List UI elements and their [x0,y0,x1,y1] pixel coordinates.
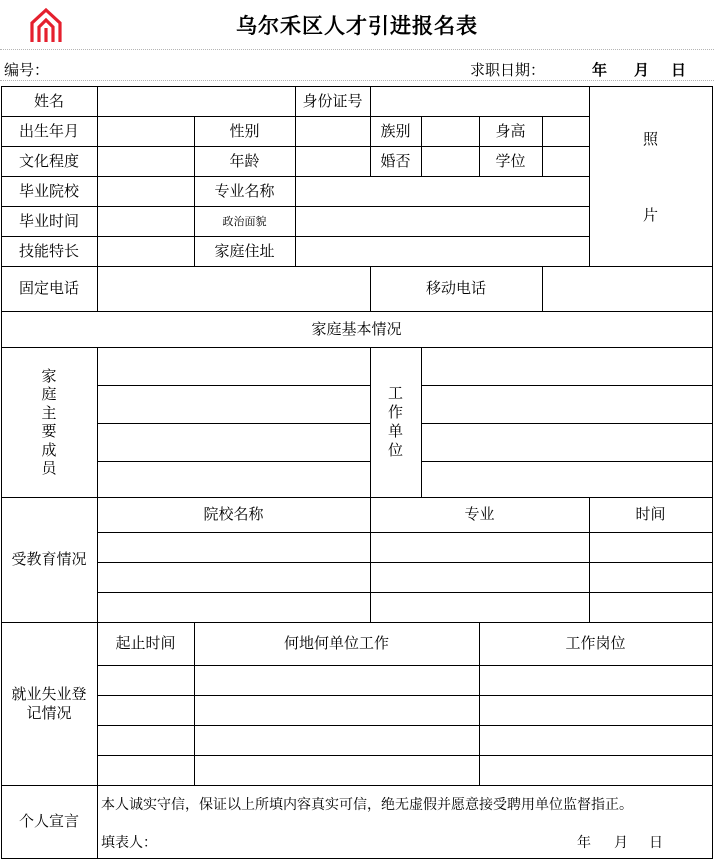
family-members-char: 主 [41,403,57,422]
education-level-input[interactable] [98,147,193,175]
grid-line [1,858,712,859]
mobile-label: 移动电话 [425,279,486,297]
grid-line [1,785,712,786]
grid-line [97,562,712,563]
education-col-school: 院校名称 [203,505,264,523]
skills-input[interactable] [98,237,193,265]
date-label: 求职日期： [470,61,546,79]
grid-line [97,665,712,666]
family-members-char: 家 [41,366,57,385]
landline-label: 固定电话 [18,279,79,297]
grid-line [97,532,712,533]
grid-line [421,461,712,462]
sheet-gridline [0,49,714,50]
work-unit-char: 作 [387,403,403,421]
family-members-label [1,347,97,497]
grad-time-label: 毕业时间 [18,211,79,230]
age-label: 年龄 [229,151,260,170]
grid-line [97,695,712,696]
family-section-title: 家庭基本情况 [311,319,402,338]
gender-input[interactable] [296,117,369,145]
grid-line [421,347,422,497]
family-members-char: 员 [41,459,57,477]
degree-input[interactable] [543,147,588,175]
date-month: 月 [634,61,650,79]
work-unit-char: 位 [387,441,403,459]
landline-input[interactable] [98,267,369,310]
grid-line [97,461,370,462]
education-level-label: 文化程度 [18,151,79,170]
number-label: 编号： [4,61,50,79]
school-input[interactable] [98,177,193,205]
employment-col-unit: 何地何单位工作 [283,634,389,652]
major-label: 专业名称 [214,181,275,200]
id-number-input[interactable] [371,87,588,115]
photo-label-1: 照 [642,129,658,148]
grid-line [97,755,712,756]
photo-area[interactable] [590,87,711,265]
sign-month: 月 [614,835,628,851]
page-title: 乌尔禾区人才引进报名表 [236,14,478,38]
education-col-major: 专业 [464,505,495,523]
grid-line [97,725,712,726]
skills-label: 技能特长 [18,241,79,260]
employment-col-position: 工作岗位 [565,634,626,652]
grid-line [421,385,712,386]
date-year: 年 [592,61,608,79]
ethnicity-label: 族别 [380,121,411,140]
address-label: 家庭住址 [214,241,275,260]
education-label: 受教育情况 [11,550,87,568]
employment-label [1,622,97,785]
height-label: 身高 [495,121,526,140]
ethnicity-input[interactable] [422,117,478,145]
age-input[interactable] [296,147,369,175]
grid-line [97,385,370,386]
birth-label: 出生年月 [18,121,79,140]
work-unit-label [370,347,421,497]
grid-line [97,347,98,858]
address-input[interactable] [296,237,588,265]
gender-label: 性别 [229,121,260,140]
political-label: 政治面貌 [222,214,267,228]
sheet-gridline [0,80,714,81]
grid-line [97,592,712,593]
filler-label: 填表人： [101,835,157,851]
major-input[interactable] [296,177,588,205]
grad-time-input[interactable] [98,207,193,235]
sign-day: 日 [649,835,663,851]
declaration-text: 本人诚实守信，保证以上所填内容真实可信，绝无虚假并愿意接受聘用单位监督指正。 [101,797,633,813]
work-unit-char: 单 [387,422,403,440]
family-members-char: 成 [41,440,57,459]
education-col-time: 时间 [635,505,666,523]
name-input[interactable] [98,87,294,115]
mobile-input[interactable] [543,267,711,310]
employment-label-line: 就业失业登 [11,684,87,703]
marital-input[interactable] [422,147,478,175]
birth-input[interactable] [98,117,193,145]
grid-line [1,347,712,348]
work-unit-char: 工 [387,384,403,402]
grid-line [712,86,713,859]
political-input[interactable] [296,207,588,235]
date-day: 日 [671,61,687,79]
grid-line [97,423,370,424]
name-label: 姓名 [33,91,64,110]
sign-year: 年 [577,835,591,851]
employment-col-period: 起止时间 [115,634,176,652]
school-label: 毕业院校 [18,181,79,200]
photo-label-2: 片 [642,205,658,224]
height-input[interactable] [543,117,588,145]
family-members-char: 庭 [41,385,57,403]
id-number-label: 身份证号 [302,91,363,110]
grid-line [421,423,712,424]
degree-label: 学位 [495,151,526,170]
declaration-label: 个人宣言 [18,812,79,830]
family-members-char: 要 [41,422,57,440]
marital-label: 婚否 [380,151,411,170]
employment-label-line: 记情况 [26,703,72,722]
